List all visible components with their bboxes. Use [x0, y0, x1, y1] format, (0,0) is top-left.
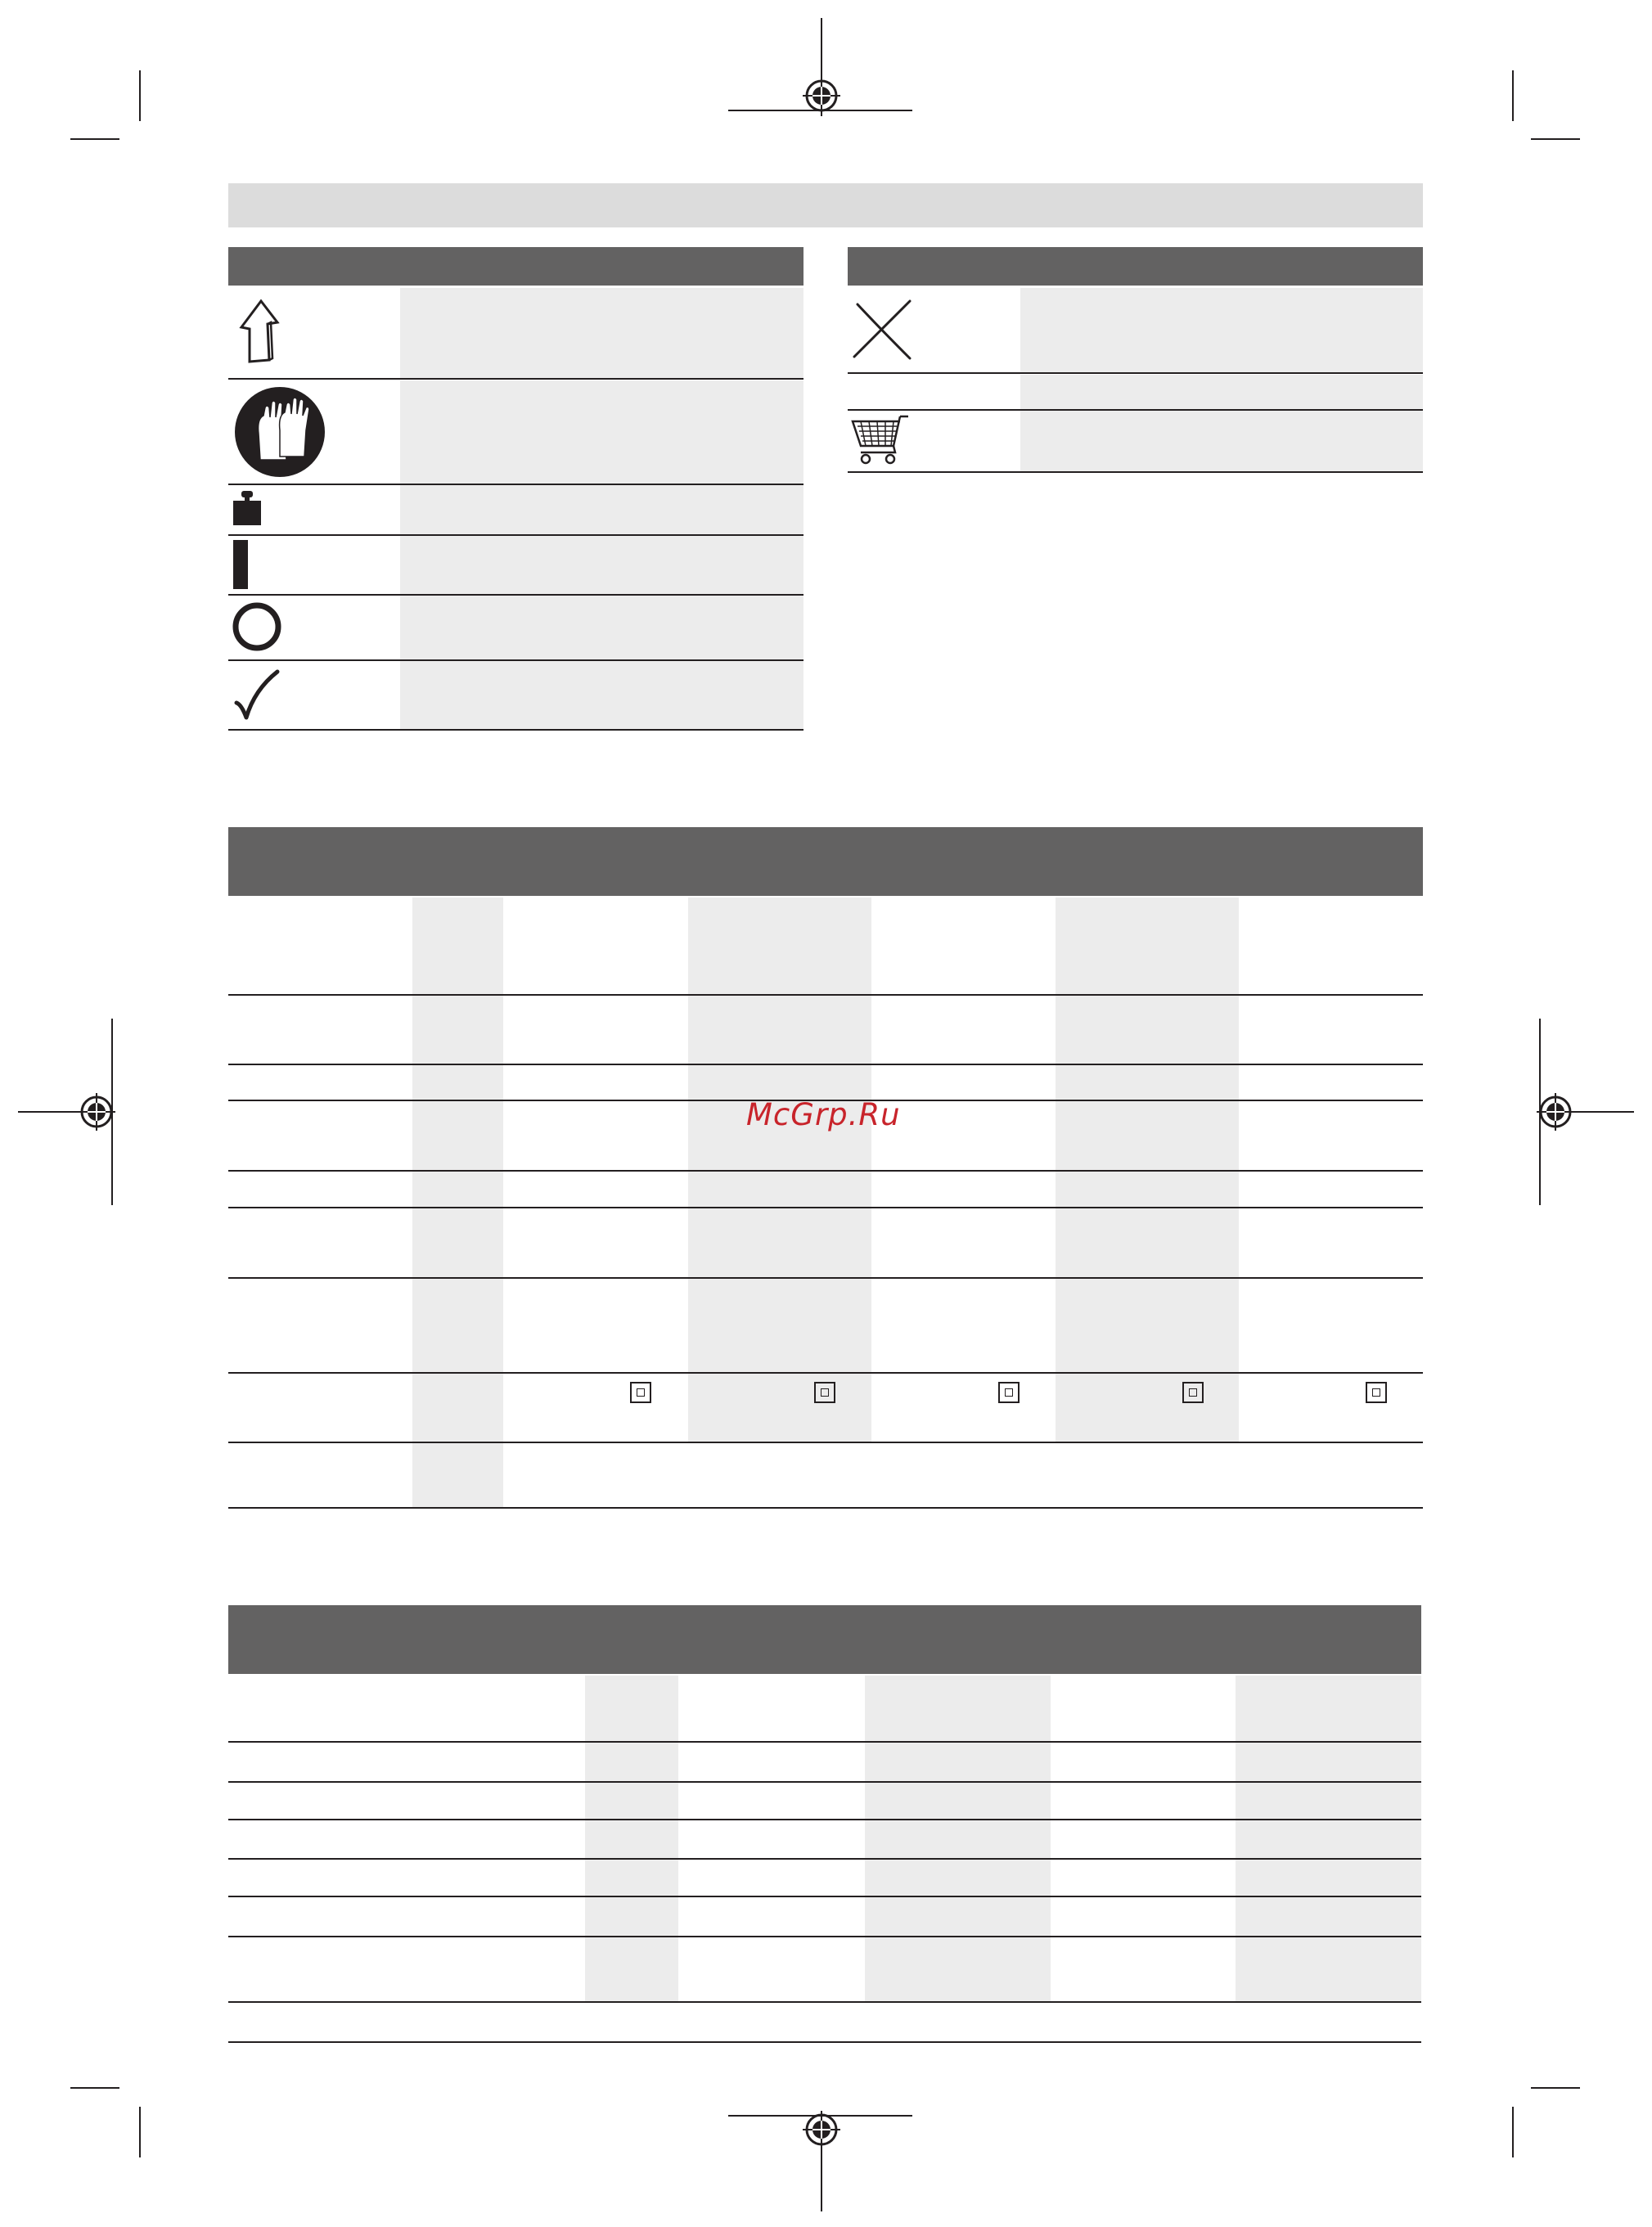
row-divider [228, 1858, 1421, 1860]
row-divider [228, 594, 803, 596]
legend-header [228, 247, 803, 286]
row-divider [228, 1064, 1423, 1065]
circle-icon [231, 601, 283, 653]
crop-mark [70, 138, 119, 140]
legend-description-cell [400, 380, 803, 484]
table-header [228, 1605, 1421, 1674]
row-divider [228, 1819, 1421, 1820]
shopping-cart-icon [849, 413, 910, 466]
watermark: McGrp.Ru [746, 1097, 901, 1132]
row-divider [228, 1936, 1421, 1937]
shaded-column [865, 1676, 1051, 2001]
crop-mark [139, 70, 141, 121]
legend-description-cell [400, 288, 803, 379]
registration-mark-icon [803, 2111, 840, 2148]
registration-mark-icon [1537, 1093, 1574, 1131]
crop-mark [1512, 2107, 1514, 2157]
row-divider [228, 378, 803, 380]
shaded-column [585, 1676, 678, 2001]
checkbox[interactable] [630, 1382, 651, 1403]
row-divider [228, 1442, 1423, 1443]
row-divider [228, 1277, 1423, 1279]
row-divider [228, 2041, 1421, 2043]
protective-gloves-icon [232, 386, 327, 478]
checkbox[interactable] [1182, 1382, 1204, 1403]
cross-icon [851, 296, 916, 362]
legend-header [848, 247, 1423, 286]
weight-icon [232, 489, 263, 527]
crop-mark [1531, 138, 1580, 140]
arrow-up-icon [235, 296, 284, 367]
row-divider [228, 1781, 1421, 1783]
row-divider [228, 534, 803, 536]
legend-description-cell [1020, 288, 1423, 373]
legend-description-cell [400, 596, 803, 659]
row-divider [228, 994, 1423, 996]
shaded-column [412, 898, 503, 1507]
legend-description-cell [400, 661, 803, 730]
crop-mark [70, 2087, 119, 2089]
registration-mark-icon [78, 1093, 115, 1131]
row-divider [848, 409, 1423, 411]
shaded-column [1236, 1676, 1421, 2001]
legend-description-cell [1020, 375, 1423, 409]
row-divider [228, 729, 803, 731]
row-divider [848, 471, 1423, 473]
legend-description-cell [1020, 411, 1423, 471]
header-band [228, 183, 1423, 227]
row-divider [228, 1372, 1423, 1374]
row-divider [228, 1170, 1423, 1172]
row-divider [228, 2001, 1421, 2003]
legend-description-cell [400, 485, 803, 534]
crop-mark [139, 2107, 141, 2157]
row-divider [228, 1207, 1423, 1208]
row-divider [848, 372, 1423, 374]
registration-mark-icon [803, 77, 840, 115]
crop-mark [1512, 70, 1514, 121]
checkbox[interactable] [998, 1382, 1020, 1403]
crop-mark [1531, 2087, 1580, 2089]
checkbox[interactable] [814, 1382, 835, 1403]
row-divider [228, 484, 803, 485]
checkmark-icon [233, 668, 282, 722]
row-divider [228, 1507, 1423, 1509]
row-divider [228, 1741, 1421, 1743]
legend-description-cell [400, 536, 803, 594]
table-header [228, 827, 1423, 896]
bar-icon [232, 539, 249, 590]
checkbox[interactable] [1366, 1382, 1387, 1403]
row-divider [228, 1896, 1421, 1897]
row-divider [228, 659, 803, 661]
